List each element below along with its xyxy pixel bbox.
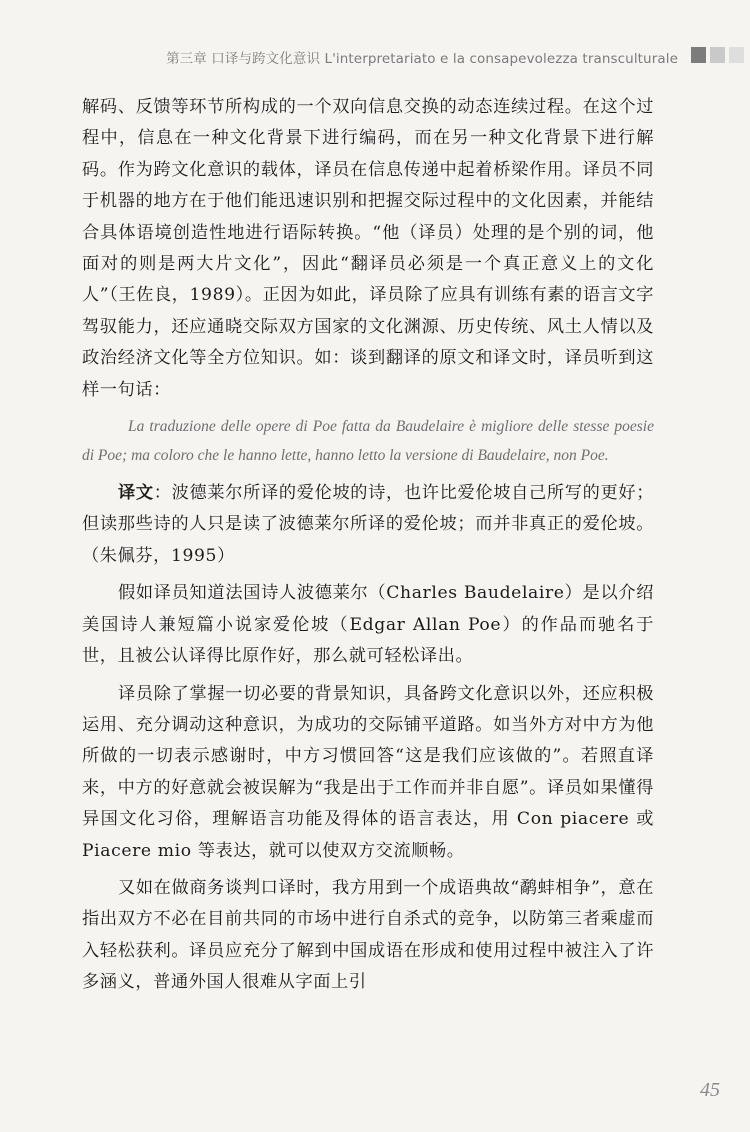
paragraph-3: 译员除了掌握一切必要的背景知识，具备跨文化意识以外，还应积极运用、充分调动这种意识，为成功的交际铺平道路。如当外方对中方为他所做的一切表示感谢时，中方习惯回答“这是我们应该做的”。若照直译来，中方的好意就会被误解为“我是出于工作而并非自愿”。译员如果懂得异国文化习俗，理解语言功能及得体的语言表达，用 Con piacere 或 Piacere mio 等表达，就可以使双方交流顺畅。	[82, 683, 654, 861]
header-square-light	[710, 47, 725, 63]
italian-quote	[82, 412, 654, 470]
page-body	[82, 92, 654, 999]
header-decoration	[691, 47, 744, 63]
running-header	[0, 42, 750, 72]
translation-paragraph	[82, 478, 654, 572]
page-number: 45	[700, 1079, 720, 1101]
paragraph-4: 又如在做商务谈判口译时，我方用到一个成语典故“鹬蚌相争”，意在指出双方不必在目前共同的市场中进行自杀式的竞争，以防第三者乘虚而入轻松获利。译员应充分了解到中国成语在形成和使用过程中被注入了许多涵义，普通外国人很难从字面上引	[82, 877, 654, 993]
header-title: 第三章 口译与跨文化意识 L'interpretariato e la consapevolezza transculturale	[166, 51, 678, 67]
paragraph-2: 假如译员知道法国诗人波德莱尔（Charles Baudelaire）是以介绍美国诗人兼短篇小说家爱伦坡（Edgar Allan Poe）的作品而驰名于世，且被公认译得比原作好，那么就可轻松译出。	[82, 583, 654, 667]
header-square-dark	[691, 47, 706, 63]
translation-label: 译文	[118, 483, 154, 504]
translation-text: ：波德莱尔所译的爱伦坡的诗，也许比爱伦坡自己所写的更好；但读那些诗的人只是读了波德莱尔所译的爱伦坡；而并非真正的爱伦坡。（朱佩芬，1995）	[82, 483, 654, 566]
quote-text: La traduzione delle opere di Poe fatta da Baudelaire è migliore delle stesse poesie di Poe; ma coloro che le hanno lette, hanno letto la versione di Baudelaire, non Poe.	[82, 418, 654, 465]
paragraph-1: 解码、反馈等环节所构成的一个双向信息交换的动态连续过程。在这个过程中，信息在一种文化背景下进行编码，而在另一种文化背景下进行解码。作为跨文化意识的载体，译员在信息传递中起着桥梁作用。译员不同于机器的地方在于他们能迅速识别和把握交际过程中的文化因素，并能结合具体语境创造性地进行语际转换。“他（译员）处理的是个别的词，他面对的则是两大片文化”，因此“翻译员必须是一个真正意义上的文化人”（王佐良，1989）。正因为如此，译员除了应具有训练有素的语言文字驾驭能力，还应通晓交际双方国家的文化渊源、历史传统、风土人情以及政治经济文化等全方位知识。如：谈到翻译的原文和译文时，译员听到这样一句话：	[82, 97, 654, 400]
header-square-lighter	[729, 47, 744, 63]
